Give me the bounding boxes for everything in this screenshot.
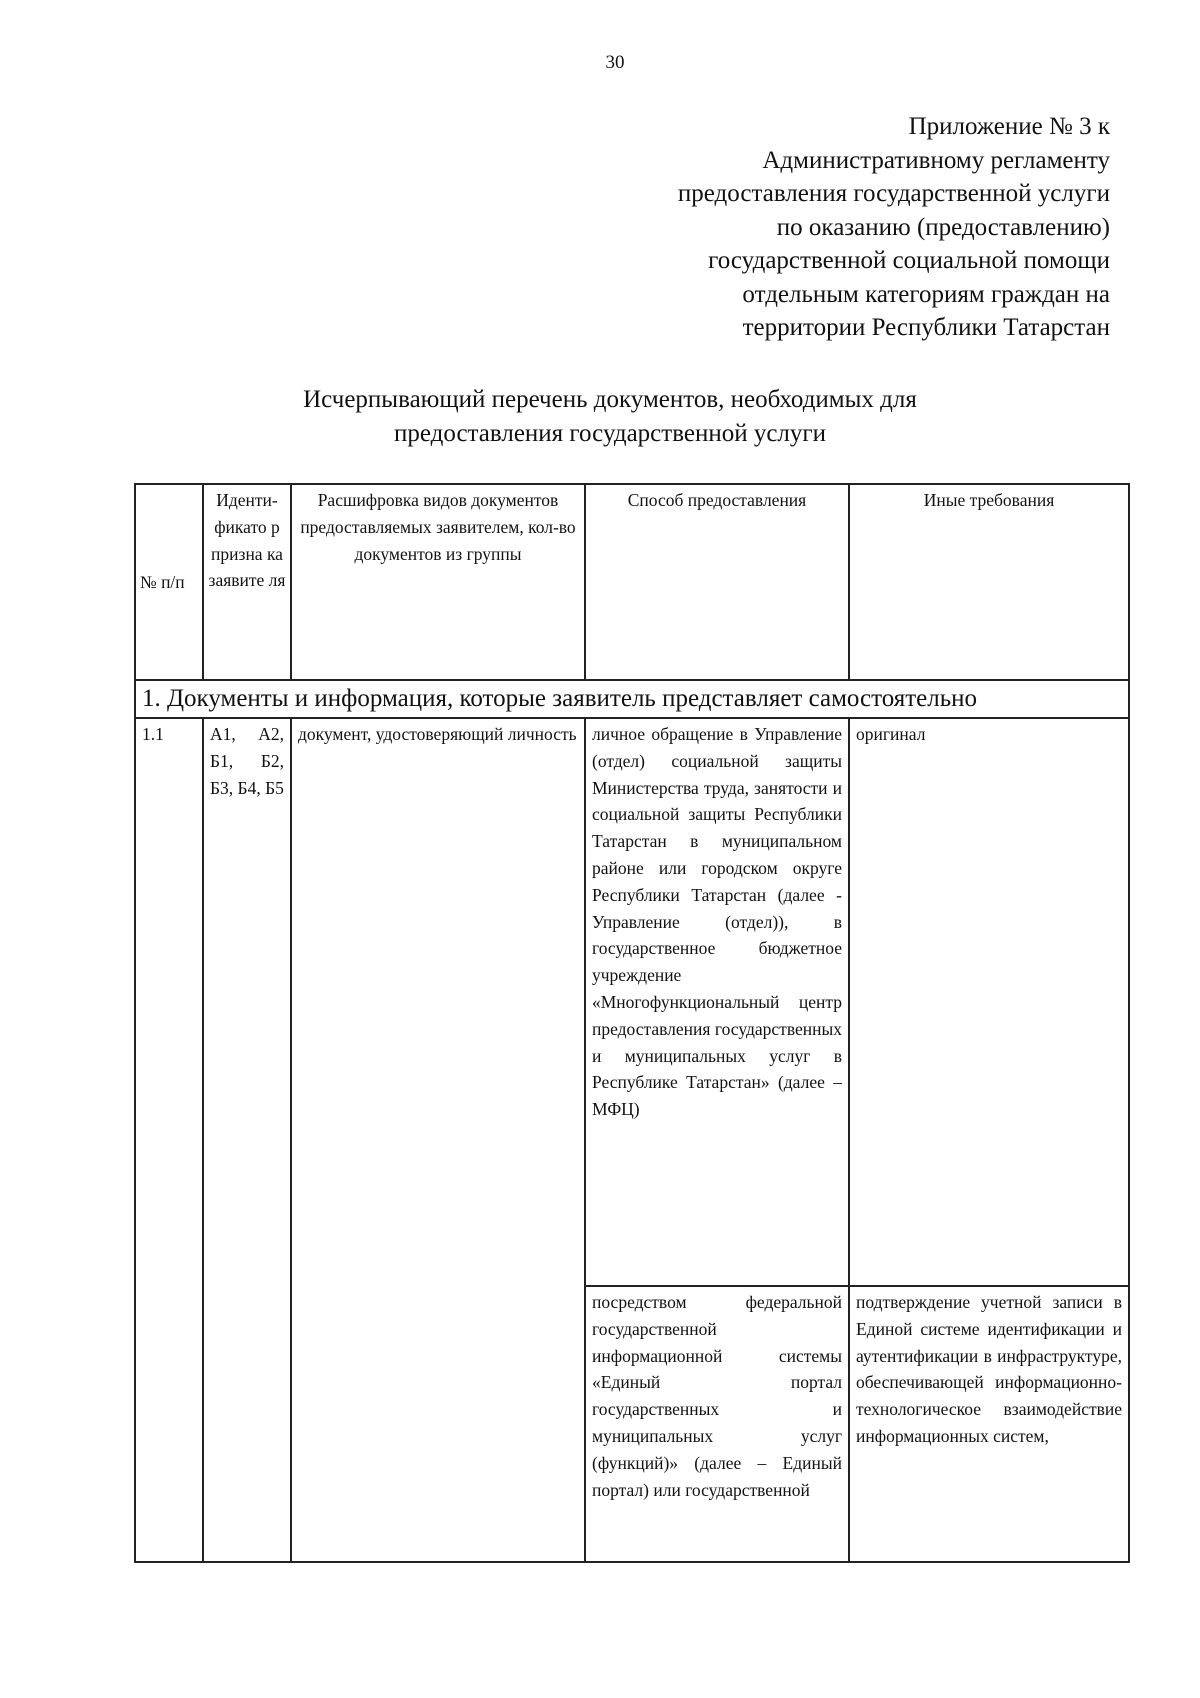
section-row (135, 680, 1129, 718)
row-num: 1.1 (135, 718, 203, 1562)
header-documents: Расшифровка видов документов предоставляемых заявителем, кол-во документов из группы (291, 484, 585, 680)
table-header-row (135, 484, 1129, 680)
document-title-line: предоставления государственной услуги (393, 420, 827, 447)
appendix-line: предоставления государственной услуги (677, 180, 1110, 207)
table-row (135, 718, 1129, 1286)
document-title-line: Исчерпывающий перечень документов, необходимых для (303, 386, 917, 413)
document-title (190, 383, 1030, 451)
header-num: № п/п (135, 484, 203, 680)
row-other-original: оригинал (849, 718, 1129, 1286)
appendix-line: отдельным категориям граждан на (742, 280, 1110, 308)
header-method: Способ предоставления (585, 484, 849, 680)
row-method-personal: личное обращение в Управление (отдел) социальной защиты Министерства труда, занятости и социальной защиты Республики Татарстан в муниципальном районе или городском округе Республики Татарстан (далее - Управление (отдел)), в государственное бюджетное учреждение «Многофункциональный центр предоставления государственных и муниципальных услуг в Республике Татарстан» (далее – МФЦ) (585, 718, 849, 1286)
appendix-line: Приложение № 3 к (908, 113, 1110, 140)
appendix-line: Административному регламенту (762, 146, 1110, 174)
header-other: Иные требования (849, 484, 1129, 680)
header-identifier: Идентификато р призна ка заявите ля (203, 484, 291, 680)
appendix-line: по оказанию (предоставлению) (776, 213, 1110, 241)
appendix-line: территории Республики Татарстан (742, 314, 1110, 341)
appendix-line: государственной социальной помощи (708, 247, 1110, 274)
row-identifier: А1, А2, Б1, Б2, Б3, Б4, Б5 (203, 718, 291, 1562)
row-document: документ, удостоверяющий личность (291, 718, 585, 1562)
row-method-portal: посредством федеральной государственной информационной системы «Единый портал государственных и муниципальных услуг (функций)» (далее – Единый портал) или государственной (585, 1286, 849, 1562)
page-number: 30 (605, 52, 625, 73)
section-title: 1. Документы и информация, которые заявитель представляет самостоятельно (135, 680, 1129, 718)
documents-table (134, 483, 1130, 1563)
row-other-account: подтверждение учетной записи в Единой системе идентификации и аутентификации в инфраструктуре, обеспечивающей информационно-технологическое взаимодействие информационных систем, (849, 1286, 1129, 1562)
appendix-heading (490, 110, 1110, 345)
